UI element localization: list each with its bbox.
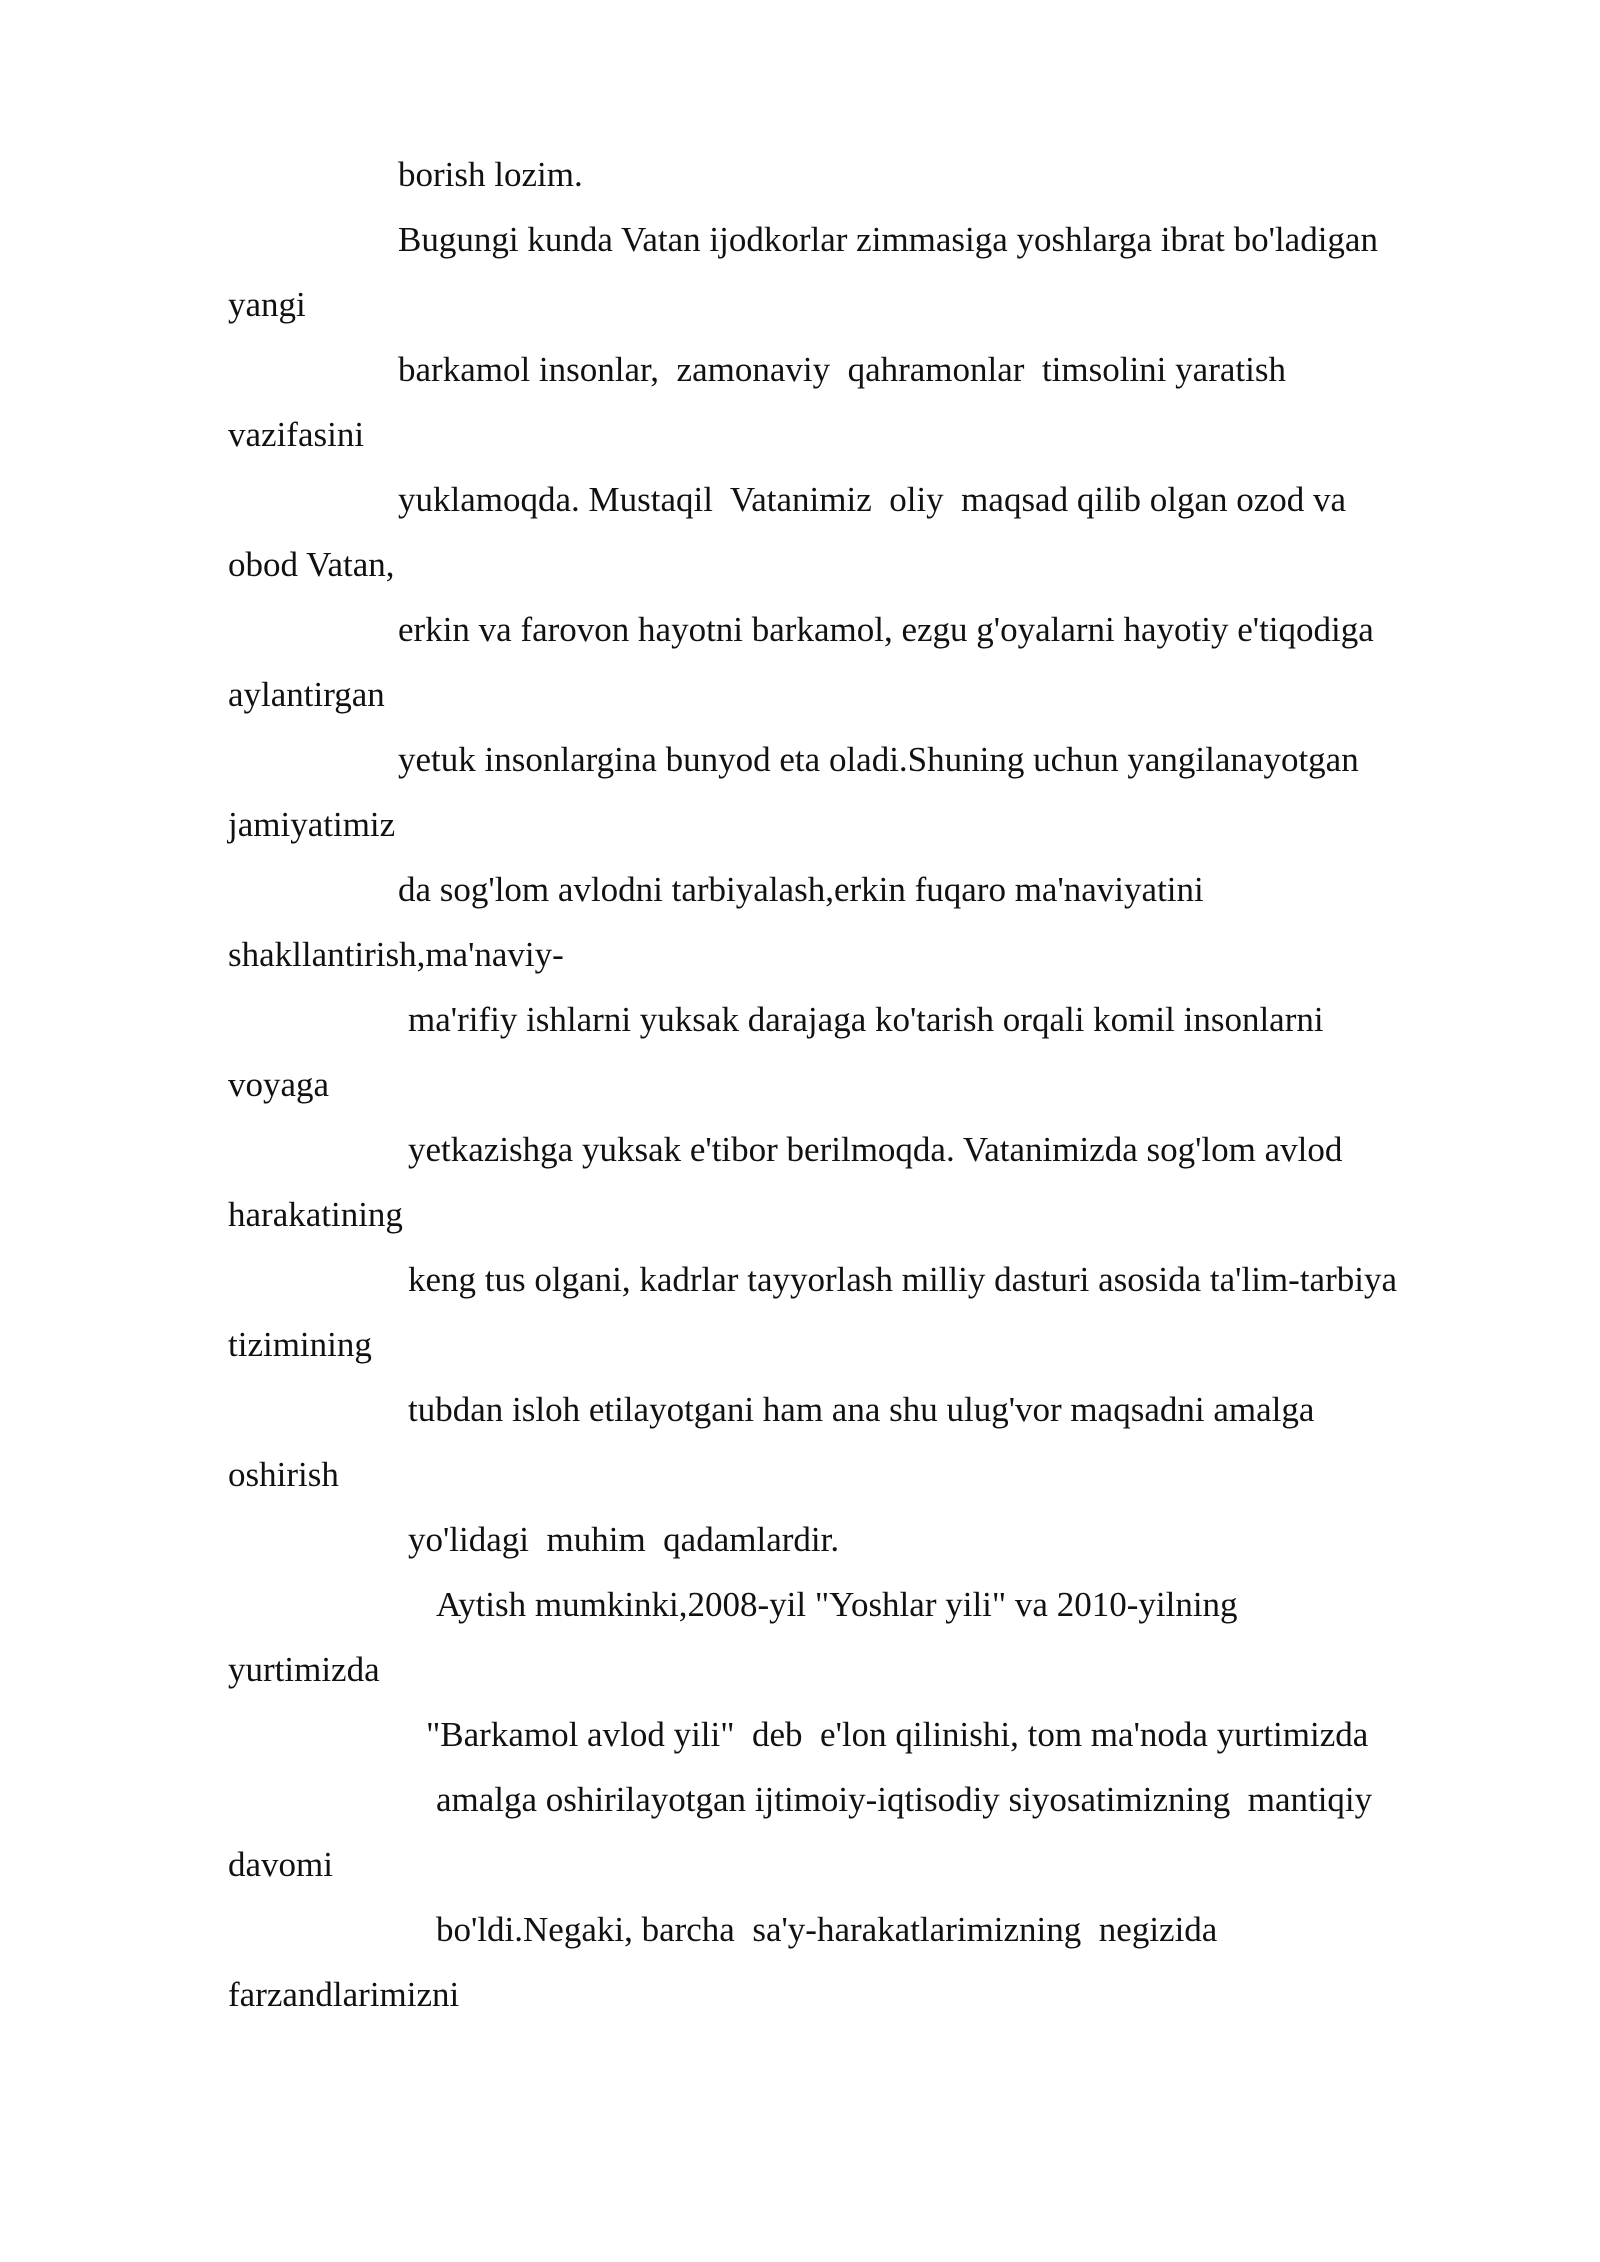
- text-line: yuklamoqda. Mustaqil Vatanimiz oliy maqsad qilib olgan ozod va: [398, 480, 1347, 519]
- text-line: jamiyatimiz: [228, 805, 396, 844]
- text-line: barkamol insonlar, zamonaviy qahramonlar timsolini yaratish: [398, 350, 1286, 389]
- text-line: Aytish mumkinki,2008-yil "Yoshlar yili" va 2010-yilning: [436, 1585, 1238, 1624]
- text-line: farzandlarimizni: [228, 1975, 460, 2014]
- text-line: yo'lidagi muhim qadamlardir.: [408, 1520, 840, 1559]
- text-line: voyaga: [228, 1065, 330, 1104]
- text-line: yetkazishga yuksak e'tibor berilmoqda. Vatanimizda sog'lom avlod: [408, 1130, 1343, 1169]
- text-line: ma'rifiy ishlarni yuksak darajaga ko'tarish orqali komil insonlarni: [408, 1000, 1324, 1039]
- text-line: borish lozim.: [398, 155, 583, 194]
- text-line: tizimining: [228, 1325, 372, 1364]
- text-line: erkin va farovon hayotni barkamol, ezgu g'oyalarni hayotiy e'tiqodiga: [398, 610, 1374, 649]
- text-line: yurtimizda: [228, 1650, 380, 1689]
- text-line: shakllantirish,ma'naviy-: [228, 935, 564, 974]
- text-line: davomi: [228, 1845, 333, 1884]
- text-line: keng tus olgani, kadrlar tayyorlash milliy dasturi asosida ta'lim-tarbiya: [408, 1260, 1397, 1299]
- text-line: yetuk insonlargina bunyod eta oladi.Shuning uchun yangilanayotgan: [398, 740, 1359, 779]
- text-line: vazifasini: [228, 415, 365, 454]
- text-line: tubdan isloh etilayotgani ham ana shu ulug'vor maqsadni amalga: [408, 1390, 1315, 1429]
- text-line: Bugungi kunda Vatan ijodkorlar zimmasiga yoshlarga ibrat bo'ladigan: [398, 220, 1378, 259]
- text-line: "Barkamol avlod yili" deb e'lon qilinishi, tom ma'noda yurtimizda: [426, 1715, 1369, 1754]
- text-line: oshirish: [228, 1455, 339, 1494]
- text-line: aylantirgan: [228, 675, 385, 714]
- text-line: amalga oshirilayotgan ijtimoiy-iqtisodiy siyosatimizning mantiqiy: [436, 1780, 1373, 1819]
- text-line: obod Vatan,: [228, 545, 395, 584]
- text-line: da sog'lom avlodni tarbiyalash,erkin fuqaro ma'naviyatini: [398, 870, 1204, 909]
- text-line: bo'ldi.Negaki, barcha sa'y-harakatlarimizning negizida: [436, 1910, 1218, 1949]
- text-line: yangi: [228, 285, 306, 324]
- text-line: harakatining: [228, 1195, 403, 1234]
